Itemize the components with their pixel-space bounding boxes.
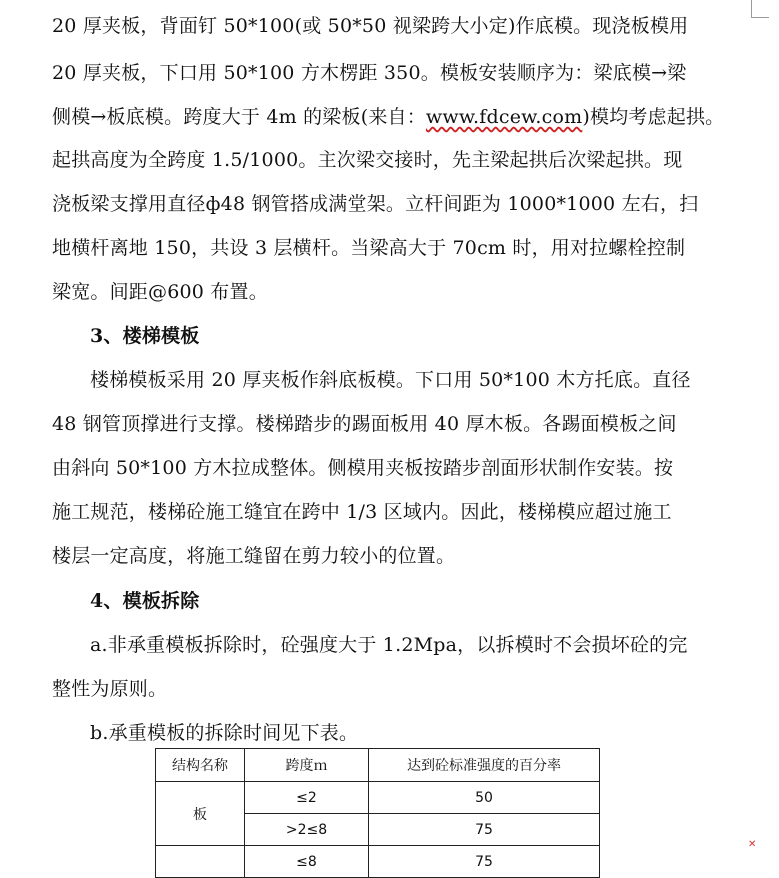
paragraph-line: 楼梯模板采用 20 厚夹板作斜底板模。下口用 50*100 木方托底。直径 [90, 369, 691, 391]
table-row [156, 846, 600, 878]
table-cell-span: ≤2 [245, 782, 369, 814]
removal-time-table [155, 748, 600, 878]
table-cell-percent: 75 [369, 846, 600, 878]
table-cell-structure: 板 [156, 782, 245, 846]
paragraph-line: 浇板梁支撑用直径ф48 钢管搭成满堂架。立杆间距为 1000*1000 左右，扫 [52, 193, 699, 215]
paragraph-line: 由斜向 50*100 方木拉成整体。侧模用夹板按踏步剖面形状制作安装。按 [52, 457, 674, 479]
table-row [156, 782, 600, 814]
paragraph-line: 起拱高度为全跨度 1.5/1000。主次梁交接时，先主梁起拱后次梁起拱。现 [52, 149, 683, 171]
paragraph-line: 楼层一定高度，将施工缝留在剪力较小的位置。 [52, 545, 456, 567]
line-text-after-url: )模均考虑起拱。 [582, 106, 725, 128]
paragraph-line [52, 104, 724, 130]
table-header-cell: 结构名称 [156, 749, 245, 782]
paragraph-line: 48 钢管顶撑进行支撑。楼梯踏步的踢面板用 40 厚木板。各踢面模板之间 [52, 413, 677, 435]
red-mark-icon: ✕ [748, 839, 757, 850]
table-cell-percent: 50 [369, 782, 600, 814]
line-text-before-url: 侧模→板底模。跨度大于 4m 的梁板(来自： [52, 106, 426, 128]
section-heading-stairs: 3、楼梯模板 [90, 325, 200, 347]
paragraph-line: a.非承重模板拆除时，砼强度大于 1.2Mpa，以拆模时不会损坏砼的完 [90, 634, 688, 656]
table-cell-structure [156, 846, 245, 878]
table-cell-percent: 75 [369, 814, 600, 846]
section-heading-removal: 4、模板拆除 [90, 590, 200, 612]
table-header-cell: 跨度ｍ [245, 749, 369, 782]
paragraph-line: 整性为原则。 [52, 678, 168, 700]
table-cell-span: ≤8 [245, 846, 369, 878]
source-url-link[interactable]: www.fdcew.com [425, 106, 583, 128]
table-header-row [156, 749, 600, 782]
paragraph-line: 地横杆离地 150，共设 3 层横杆。当梁高大于 70cm 时，用对拉螺栓控制 [52, 237, 686, 259]
paragraph-line: 梁宽。间距@600 布置。 [52, 281, 268, 303]
paragraph-line: 20 厚夹板，背面钉 50*100(或 50*50 视梁跨大小定)作底模。现浇板模用 [52, 15, 689, 37]
paragraph-line: b.承重模板的拆除时间见下表。 [90, 722, 359, 744]
paragraph-line: 20 厚夹板，下口用 50*100 方木楞距 350。模板安装顺序为：梁底模→梁 [52, 62, 687, 84]
paragraph-line: 施工规范，楼梯砼施工缝宜在跨中 1/3 区域内。因此，楼梯模应超过施工 [52, 501, 672, 523]
table-cell-span: >2≤8 [245, 814, 369, 846]
page-corner-mark [751, 0, 769, 18]
table-header-cell: 达到砼标准强度的百分率 [369, 749, 600, 782]
